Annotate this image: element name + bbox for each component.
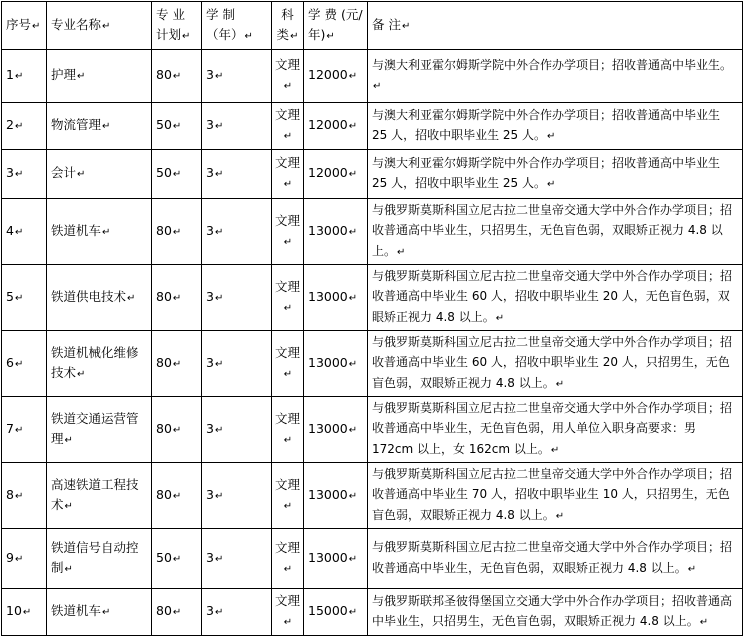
cell-name: 铁道交通运营管理↵ bbox=[47, 397, 152, 463]
cell-years: 3↵ bbox=[202, 463, 272, 529]
cell-name: 物流管理↵ bbox=[47, 103, 152, 150]
header-years: 学 制 （年）↵ bbox=[202, 2, 272, 50]
cell-subject: 文理↵ bbox=[272, 589, 304, 636]
cell-note: 与澳大利亚霍尔姆斯学院中外合作办学项目；招收普通高中毕业生 25 人，招收中职毕业生 25 人。↵ bbox=[368, 150, 743, 199]
cell-name: 铁道机械化维修技术↵ bbox=[47, 331, 152, 397]
cell-note: 与澳大利亚霍尔姆斯学院中外合作办学项目；招收普通高中毕业生。↵ bbox=[368, 50, 743, 103]
cell-plan: 50↵ bbox=[152, 529, 202, 589]
table-row bbox=[2, 463, 743, 529]
cell-name: 高速铁道工程技术↵ bbox=[47, 463, 152, 529]
header-note: 备 注↵ bbox=[368, 2, 743, 50]
cell-years: 3↵ bbox=[202, 150, 272, 199]
cell-years: 3↵ bbox=[202, 529, 272, 589]
cell-fee: 13000↵ bbox=[304, 529, 368, 589]
cell-no: 7↵ bbox=[2, 397, 47, 463]
cell-fee: 12000↵ bbox=[304, 103, 368, 150]
cell-no: 8↵ bbox=[2, 463, 47, 529]
header-subject: 科 类↵ bbox=[272, 2, 304, 50]
cell-name: 会计↵ bbox=[47, 150, 152, 199]
cell-no: 3↵ bbox=[2, 150, 47, 199]
cell-note: 与俄罗斯联邦圣彼得堡国立交通大学中外合作办学项目；招收普通高中毕业生，只招男生，无色盲色弱，双眼矫正视力 4.8 以上。↵ bbox=[368, 589, 743, 636]
cell-no: 2↵ bbox=[2, 103, 47, 150]
header-plan: 专 业 计划↵ bbox=[152, 2, 202, 50]
table-body bbox=[2, 50, 743, 636]
cell-subject: 文理↵ bbox=[272, 103, 304, 150]
cell-years: 3↵ bbox=[202, 331, 272, 397]
cell-no: 10↵ bbox=[2, 589, 47, 636]
cell-note: 与俄罗斯莫斯科国立尼古拉二世皇帝交通大学中外合作办学项目；招收普通高中毕业生，无色盲色弱，双眼矫正视力 4.8 以上。↵ bbox=[368, 529, 743, 589]
header-no: 序号↵ bbox=[2, 2, 47, 50]
cell-subject: 文理↵ bbox=[272, 50, 304, 103]
cell-plan: 80↵ bbox=[152, 589, 202, 636]
cell-fee: 13000↵ bbox=[304, 331, 368, 397]
cell-years: 3↵ bbox=[202, 265, 272, 331]
table-row bbox=[2, 199, 743, 265]
table-row bbox=[2, 529, 743, 589]
cell-plan: 80↵ bbox=[152, 199, 202, 265]
cell-note: 与俄罗斯莫斯科国立尼古拉二世皇帝交通大学中外合作办学项目；招收普通高中毕业生 60 人，招收中职毕业生 20 人，无色盲色弱，双眼矫正视力 4.8 以上。↵ bbox=[368, 265, 743, 331]
table-row bbox=[2, 265, 743, 331]
table-row bbox=[2, 397, 743, 463]
cell-no: 9↵ bbox=[2, 529, 47, 589]
cell-note: 与俄罗斯莫斯科国立尼古拉二世皇帝交通大学中外合作办学项目；招收普通高中毕业生，只招男生，无色盲色弱，双眼矫正视力 4.8 以上。↵ bbox=[368, 199, 743, 265]
cell-fee: 13000↵ bbox=[304, 463, 368, 529]
cell-no: 5↵ bbox=[2, 265, 47, 331]
cell-plan: 50↵ bbox=[152, 150, 202, 199]
cell-name: 铁道机车↵ bbox=[47, 199, 152, 265]
program-table bbox=[1, 1, 743, 636]
cell-fee: 13000↵ bbox=[304, 199, 368, 265]
cell-years: 3↵ bbox=[202, 199, 272, 265]
cell-name: 铁道信号自动控制↵ bbox=[47, 529, 152, 589]
cell-plan: 80↵ bbox=[152, 50, 202, 103]
table-row bbox=[2, 103, 743, 150]
cell-note: 与俄罗斯莫斯科国立尼古拉二世皇帝交通大学中外合作办学项目；招收普通高中毕业生 70 人，招收中职毕业生 10 人，只招男生，无色盲色弱，双眼矫正视力 4.8 以上。↵ bbox=[368, 463, 743, 529]
cell-note: 与俄罗斯莫斯科国立尼古拉二世皇帝交通大学中外合作办学项目；招收普通高中毕业生，无色盲色弱，用人单位入职身高要求：男 172cm 以上，女 162cm 以上。↵ bbox=[368, 397, 743, 463]
cell-no: 1↵ bbox=[2, 50, 47, 103]
cell-name: 铁道机车↵ bbox=[47, 589, 152, 636]
cell-plan: 80↵ bbox=[152, 265, 202, 331]
cell-fee: 13000↵ bbox=[304, 265, 368, 331]
cell-years: 3↵ bbox=[202, 103, 272, 150]
cell-note: 与澳大利亚霍尔姆斯学院中外合作办学项目；招收普通高中毕业生 25 人，招收中职毕业生 25 人。↵ bbox=[368, 103, 743, 150]
cell-subject: 文理↵ bbox=[272, 265, 304, 331]
cell-subject: 文理↵ bbox=[272, 199, 304, 265]
header-name: 专业名称↵ bbox=[47, 2, 152, 50]
cell-fee: 15000↵ bbox=[304, 589, 368, 636]
cell-subject: 文理↵ bbox=[272, 397, 304, 463]
cell-years: 3↵ bbox=[202, 50, 272, 103]
cell-no: 4↵ bbox=[2, 199, 47, 265]
table-row bbox=[2, 150, 743, 199]
cell-plan: 80↵ bbox=[152, 463, 202, 529]
header-fee: 学 费 (元/年)↵ bbox=[304, 2, 368, 50]
cell-plan: 50↵ bbox=[152, 103, 202, 150]
cell-note: 与俄罗斯莫斯科国立尼古拉二世皇帝交通大学中外合作办学项目；招收普通高中毕业生 60 人，招收中职毕业生 20 人，只招男生，无色盲色弱，双眼矫正视力 4.8 以上。↵ bbox=[368, 331, 743, 397]
cell-fee: 12000↵ bbox=[304, 150, 368, 199]
cell-name: 铁道供电技术↵ bbox=[47, 265, 152, 331]
cell-plan: 80↵ bbox=[152, 331, 202, 397]
cell-fee: 12000↵ bbox=[304, 50, 368, 103]
cell-plan: 80↵ bbox=[152, 397, 202, 463]
cell-fee: 13000↵ bbox=[304, 397, 368, 463]
table-row bbox=[2, 331, 743, 397]
cell-years: 3↵ bbox=[202, 397, 272, 463]
cell-subject: 文理↵ bbox=[272, 331, 304, 397]
cell-subject: 文理↵ bbox=[272, 529, 304, 589]
table-row bbox=[2, 50, 743, 103]
cell-subject: 文理↵ bbox=[272, 150, 304, 199]
header-row bbox=[2, 2, 743, 50]
cell-years: 3↵ bbox=[202, 589, 272, 636]
cell-name: 护理↵ bbox=[47, 50, 152, 103]
table-row bbox=[2, 589, 743, 636]
cell-subject: 文理↵ bbox=[272, 463, 304, 529]
cell-no: 6↵ bbox=[2, 331, 47, 397]
